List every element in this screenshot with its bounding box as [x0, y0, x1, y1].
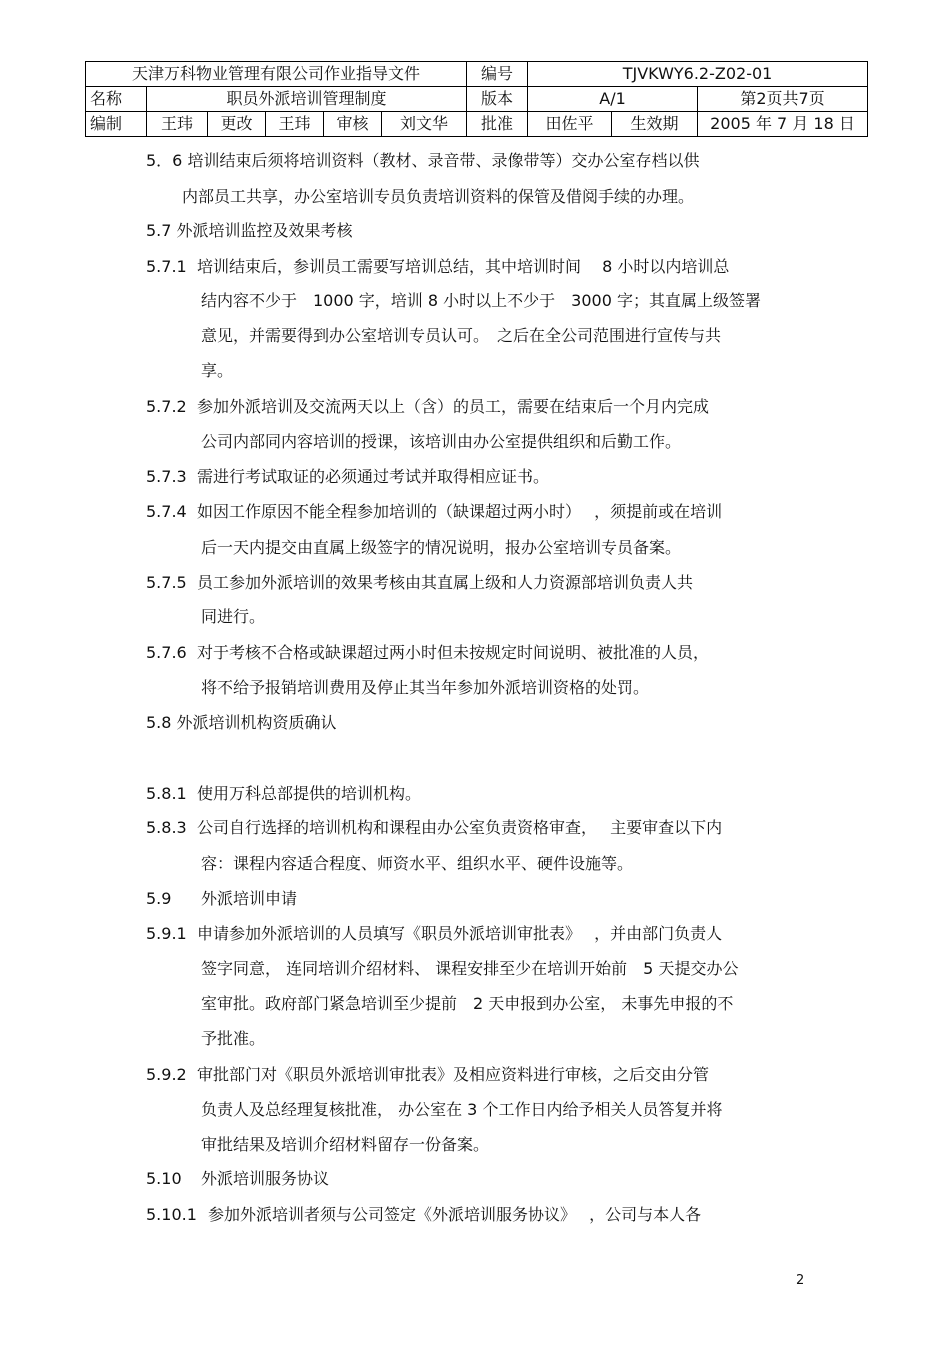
page-count: 第2页共7页 [698, 87, 868, 112]
clause-number-5-9-2: 5.9.2 [146, 1065, 187, 1084]
name-value: 职员外派培训管理制度 [147, 87, 467, 112]
effective-label: 生效期 [612, 112, 698, 137]
clause-number-5-7-5: 5.7.5 [146, 573, 187, 592]
clause-5-7-6-line-1: 对于考核不合格或缺课超过两小时但未按规定时间说明、被批准的人员， [197, 643, 710, 662]
clause-5-7-4-line-1: 如因工作原因不能全程参加培训的（缺课超过两小时） ，须提前或在培训 [197, 502, 723, 521]
clause-5-7-1-line-1: 培训结束后，参训员工需要写培训总结，其中培训时间 8 小时以内培训总 [197, 257, 730, 276]
company-document-title: 天津万科物业管理有限公司作业指导文件 [86, 62, 467, 87]
clause-5-10-1-line-1: 参加外派培训者须与公司签定《外派培训服务协议》 ，公司与本人各 [208, 1205, 702, 1224]
section-number-5-10: 5.10 [146, 1169, 182, 1188]
change-value: 王玮 [266, 112, 324, 137]
clause-number-5-7-4: 5.7.4 [146, 502, 187, 521]
review-label: 审核 [324, 112, 382, 137]
approve-label: 批准 [467, 112, 528, 137]
approve-value: 田佐平 [528, 112, 612, 137]
paragraph-5-6-line-1: 5．6 培训结束后须将培训资料（教材、录音带、录像带等）交办公室存档以供 [146, 151, 700, 170]
clause-5-8-3-line-2: 容：课程内容适合程度、师资水平、组织水平、硬件设施等。 [201, 854, 634, 873]
clause-5-7-3-line-1: 需进行考试取证的必须通过考试并取得相应证书。 [197, 467, 550, 486]
clause-5-7-1-line-4: 享。 [201, 361, 234, 380]
clause-5-7-2-line-2: 公司内部同内容培训的授课，该培训由办公室提供组织和后勤工作。 [201, 432, 682, 451]
clause-5-9-1-line-3: 室审批。政府部门紧急培训至少提前 2 天申报到办公室， 未事先申报的不 [201, 994, 734, 1013]
section-heading-5-8: 5.8 外派培训机构资质确认 [146, 713, 337, 732]
clause-number-5-7-2: 5.7.2 [146, 397, 187, 416]
clause-5-7-2-line-1: 参加外派培训及交流两天以上（含）的员工，需要在结束后一个月内完成 [197, 397, 710, 416]
clause-number-5-7-6: 5.7.6 [146, 643, 187, 662]
version-label: 版本 [467, 87, 528, 112]
section-number-5-9: 5.9 [146, 889, 172, 908]
clause-5-8-1-line-1: 使用万科总部提供的培训机构。 [197, 784, 422, 803]
effective-value: 2005 年 7 月 18 日 [698, 112, 868, 137]
clause-number-5-9-1: 5.9.1 [146, 924, 187, 943]
clause-5-9-2-line-3: 审批结果及培训介绍材料留存一份备案。 [201, 1135, 490, 1154]
page-number: 2 [796, 1273, 805, 1288]
clause-5-8-3-line-1: 公司自行选择的培训机构和课程由办公室负责资格审查， 主要审查以下内 [197, 818, 723, 837]
change-label: 更改 [208, 112, 266, 137]
clause-5-9-1-line-4: 予批准。 [201, 1029, 266, 1048]
clause-5-7-5-line-1: 员工参加外派培训的效果考核由其直属上级和人力资源部培训负责人共 [197, 573, 694, 592]
clause-5-7-6-line-2: 将不给予报销培训费用及停止其当年参加外派培训资格的处罚。 [201, 678, 650, 697]
clause-5-7-4-line-2: 后一天内提交由直属上级签字的情况说明，报办公室培训专员备案。 [201, 538, 682, 557]
version-value: A/1 [528, 87, 698, 112]
clause-5-7-1-line-2: 结内容不少于 1000 字，培训 8 小时以上不少于 3000 字；其直属上级签署 [201, 291, 761, 310]
clause-5-7-1-line-3: 意见，并需要得到办公室培训专员认可。 之后在全公司范围进行宣传与共 [201, 326, 722, 345]
review-value: 刘文华 [382, 112, 467, 137]
code-label: 编号 [467, 62, 528, 87]
clause-5-9-1-line-1: 申请参加外派培训的人员填写《职员外派培训审批表》 ，并由部门负责人 [197, 924, 723, 943]
clause-5-9-2-line-2: 负责人及总经理复核批准， 办公室在 3 个工作日内给予相关人员答复并将 [201, 1100, 723, 1119]
paragraph-5-6-line-2: 内部员工共享，办公室培训专员负责培训资料的保管及借阅手续的办理。 [182, 187, 695, 206]
code-value: TJVKWY6.2-Z02-01 [528, 62, 868, 87]
author-label: 编制 [86, 112, 147, 137]
document-header-table [85, 61, 868, 137]
name-label: 名称 [86, 87, 147, 112]
clause-5-9-1-line-2: 签字同意， 连同培训介绍材料、 课程安排至少在培训开始前 5 天提交办公 [201, 959, 739, 978]
clause-number-5-7-3: 5.7.3 [146, 467, 187, 486]
section-heading-5-10: 外派培训服务协议 [201, 1169, 330, 1188]
clause-5-9-2-line-1: 审批部门对《职员外派培训审批表》及相应资料进行审核，之后交由分管 [197, 1065, 710, 1084]
clause-number-5-7-1: 5.7.1 [146, 257, 187, 276]
clause-number-5-8-3: 5.8.3 [146, 818, 187, 837]
section-heading-5-9: 外派培训申请 [201, 889, 298, 908]
clause-5-7-5-line-2: 同进行。 [201, 607, 266, 626]
section-heading-5-7: 5.7 外派培训监控及效果考核 [146, 221, 353, 240]
author-value: 王玮 [147, 112, 208, 137]
clause-number-5-8-1: 5.8.1 [146, 784, 187, 803]
clause-number-5-10-1: 5.10.1 [146, 1205, 197, 1224]
